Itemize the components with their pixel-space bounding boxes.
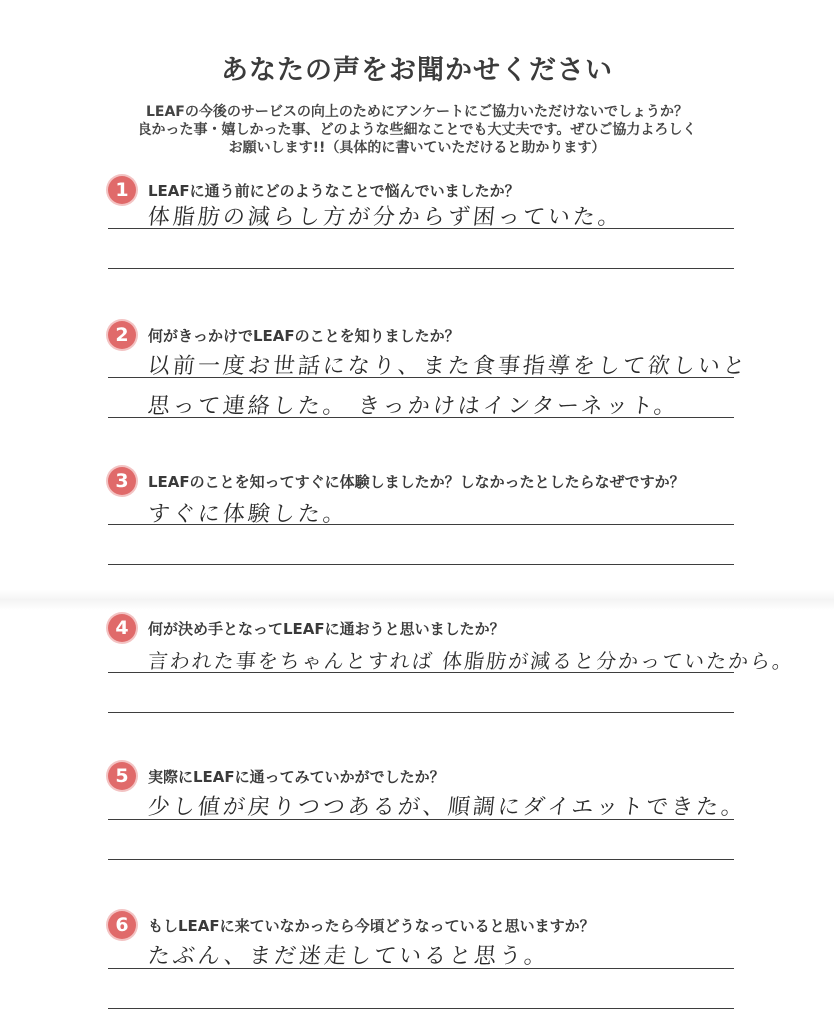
question-text: 何がきっかけでLEAFのことを知りましたか？ xyxy=(148,327,460,345)
question-number-badge: 4 xyxy=(108,614,136,642)
question-text: もしLEAFに来ていなかったら今頃どうなっていると思いますか？ xyxy=(148,917,595,935)
question-text: 実際にLEAFに通ってみていかがでしたか？ xyxy=(148,768,445,786)
answer-line-1: 以前一度お世話になり、また食事指導をして欲しいと xyxy=(146,354,750,379)
answer-rule xyxy=(108,417,734,418)
question-5 xyxy=(108,762,758,882)
answer-rule xyxy=(108,819,734,820)
question-number-badge: 3 xyxy=(108,467,136,495)
answer-rule xyxy=(108,712,734,713)
answer-line-1: 少し値が戻りつつあるが、順調にダイエットできた。 xyxy=(146,795,748,820)
answer-rule xyxy=(108,268,734,269)
answer-rule xyxy=(108,377,734,378)
question-4 xyxy=(108,614,796,734)
question-3 xyxy=(108,467,758,587)
paper-fold xyxy=(0,590,834,610)
answer-line-1: 言われた事をちゃんとすれば 体脂肪が減ると分かっていたから。 xyxy=(146,649,796,673)
answer-rule xyxy=(108,859,734,860)
intro-line-3: お願いします!!（具体的に書いていただけると助かります） xyxy=(228,140,606,156)
question-number-badge: 1 xyxy=(108,176,136,204)
answer-line-1: 体脂肪の減らし方が分からず困っていた。 xyxy=(146,205,625,230)
question-2 xyxy=(108,321,758,441)
answer-line-2: 思って連絡した。 きっかけはインターネット。 xyxy=(146,394,681,419)
question-6 xyxy=(108,911,758,1031)
intro-line-2: 良かった事・嬉しかった事、どのような些細なことでも大丈夫です。ぜひご協力よろしく xyxy=(137,122,697,138)
question-text: LEAFに通う前にどのようなことで悩んでいましたか？ xyxy=(148,182,520,200)
answer-rule xyxy=(108,968,734,969)
question-1 xyxy=(108,176,758,296)
question-number-badge: 2 xyxy=(108,321,136,349)
page-title: あなたの声をお聞かせください xyxy=(221,55,613,86)
answer-rule xyxy=(108,1008,734,1009)
answer-rule xyxy=(108,672,734,673)
answer-rule xyxy=(108,524,734,525)
question-text: LEAFのことを知ってすぐに体験しましたか？しなかったとしたらなぜですか？ xyxy=(148,473,685,491)
question-number-badge: 6 xyxy=(108,911,136,939)
question-text: 何が決め手となってLEAFに通おうと思いましたか？ xyxy=(148,620,505,638)
question-number-badge: 5 xyxy=(108,762,136,790)
answer-line-1: たぶん、まだ迷走していると思う。 xyxy=(146,944,551,969)
answer-rule xyxy=(108,228,734,229)
answer-rule xyxy=(108,564,734,565)
answer-line-1: すぐに体験した。 xyxy=(146,502,350,527)
intro-line-1: LEAFの今後のサービスの向上のためにアンケートにご協力いただけないでしょうか？ xyxy=(145,104,689,120)
